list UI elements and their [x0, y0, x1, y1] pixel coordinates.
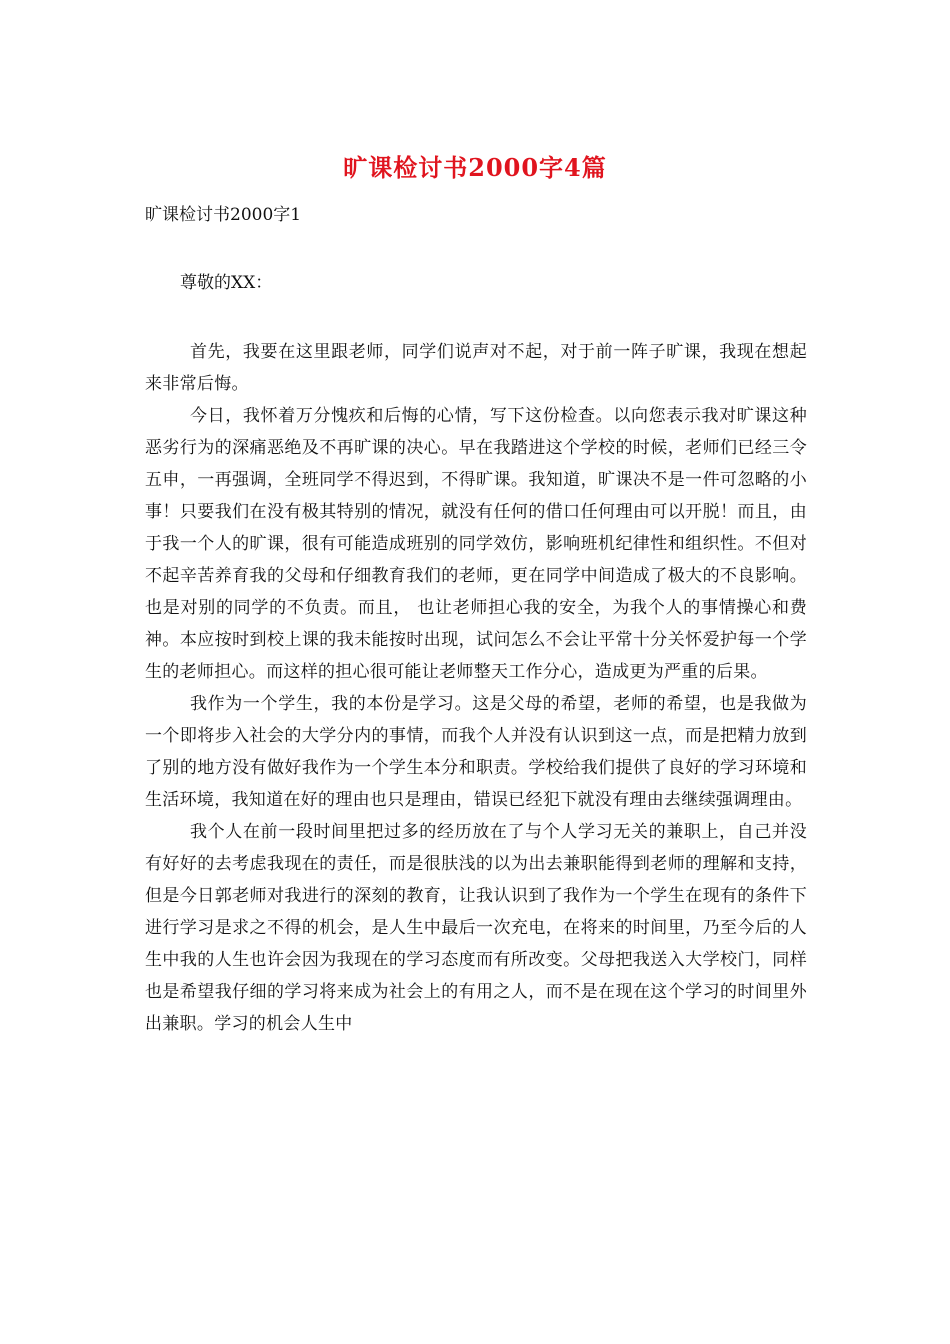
paragraph: 首先，我要在这里跟老师，同学们说声对不起，对于前一阵子旷课，我现在想起来非常后悔。	[145, 342, 807, 394]
document-subtitle: 旷课检讨书2000字1	[145, 205, 302, 225]
letter-body	[145, 336, 807, 1040]
paragraph: 今日，我怀着万分愧疚和后悔的心情，写下这份检查。以向您表示我对旷课这种恶劣行为的深痛恶绝及不再旷课的决心。早在我踏进这个学校的时候，老师们已经三令五申，一再强调，全班同学不得迟到，不得旷课。我知道，旷课决不是一件可忽略的小事！只要我们在没有极其特别的情况，就没有任何的借口任何理由可以开脱！而且，由于我一个人的旷课，很有可能造成班别的同学效仿，影响班机纪律性和组织性。不但对不起辛苦养育我的父母和仔细教育我们的老师，更在同学中间造成了极大的不良影响。也是对别的同学的不负责。而且， 也让老师担心我的安全，为我个人的事情操心和费神。本应按时到校上课的我未能按时出现，试问怎么不会让平常十分关怀爱护每一个学生的老师担心。而这样的担心很可能让老师整天工作分心，造成更为严重的后果。	[145, 406, 807, 682]
paragraph: 我作为一个学生，我的本份是学习。这是父母的希望，老师的希望，也是我做为一个即将步入社会的大学分内的事情，而我个人并没有认识到这一点，而是把精力放到了别的地方没有做好我作为一个学生本分和职责。学校给我们提供了良好的学习环境和生活环境，我知道在好的理由也只是理由，错误已经犯下就没有理由去继续强调理由。	[145, 694, 807, 810]
salutation: 尊敬的XX：	[180, 273, 273, 293]
paragraph: 我个人在前一段时间里把过多的经历放在了与个人学习无关的兼职上，自己并没有好好的去考虑我现在的责任，而是很肤浅的以为出去兼职能得到老师的理解和支持，但是今日郭老师对我进行的深刻的教育，让我认识到了我作为一个学生在现有的条件下进行学习是求之不得的机会，是人生中最后一次充电，在将来的时间里，乃至今后的人生中我的人生也许会因为我现在的学习态度而有所改变。父母把我送入大学校门，同样也是希望我仔细的学习将来成为社会上的有用之人，而不是在现在这个学习的时间里外出兼职。学习的机会人生中	[145, 822, 807, 1034]
document-title: 旷课检讨书2000字4篇	[343, 153, 607, 182]
